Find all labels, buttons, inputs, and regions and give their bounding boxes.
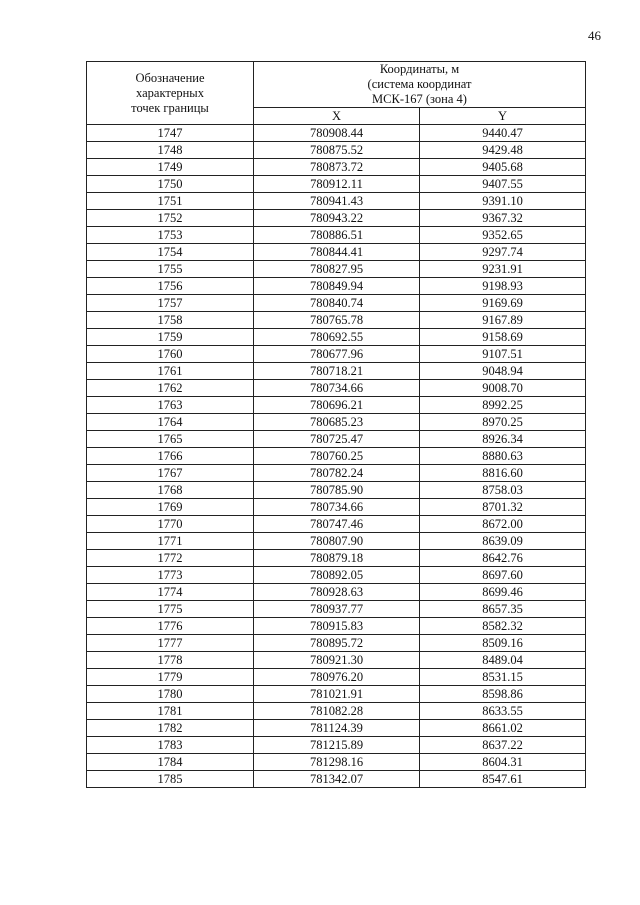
cell-point: 1782 xyxy=(87,720,254,737)
table-row xyxy=(87,142,586,159)
table-row xyxy=(87,448,586,465)
cell-x: 780725.47 xyxy=(254,431,420,448)
cell-y: 9167.89 xyxy=(420,312,586,329)
table-row xyxy=(87,669,586,686)
cell-point: 1752 xyxy=(87,210,254,227)
table-row xyxy=(87,312,586,329)
table-row xyxy=(87,261,586,278)
header-coordinates-group xyxy=(254,62,586,108)
table-row xyxy=(87,635,586,652)
cell-x: 780696.21 xyxy=(254,397,420,414)
table-row xyxy=(87,176,586,193)
table-row xyxy=(87,346,586,363)
cell-y: 8604.31 xyxy=(420,754,586,771)
cell-point: 1772 xyxy=(87,550,254,567)
cell-point: 1768 xyxy=(87,482,254,499)
header-point-line: характерных xyxy=(136,85,204,100)
cell-point: 1750 xyxy=(87,176,254,193)
table-row xyxy=(87,652,586,669)
cell-x: 780685.23 xyxy=(254,414,420,431)
header-y: Y xyxy=(420,108,586,125)
cell-x: 780677.96 xyxy=(254,346,420,363)
table-row xyxy=(87,244,586,261)
cell-x: 780760.25 xyxy=(254,448,420,465)
cell-x: 780807.90 xyxy=(254,533,420,550)
cell-x: 780785.90 xyxy=(254,482,420,499)
cell-point: 1762 xyxy=(87,380,254,397)
cell-point: 1756 xyxy=(87,278,254,295)
cell-y: 8633.55 xyxy=(420,703,586,720)
cell-x: 780915.83 xyxy=(254,618,420,635)
cell-x: 780912.11 xyxy=(254,176,420,193)
cell-x: 780892.05 xyxy=(254,567,420,584)
cell-y: 8639.09 xyxy=(420,533,586,550)
cell-point: 1764 xyxy=(87,414,254,431)
table-body xyxy=(87,125,586,788)
cell-x: 780908.44 xyxy=(254,125,420,142)
cell-y: 8509.16 xyxy=(420,635,586,652)
cell-x: 780943.22 xyxy=(254,210,420,227)
cell-y: 9429.48 xyxy=(420,142,586,159)
cell-point: 1779 xyxy=(87,669,254,686)
cell-y: 8699.46 xyxy=(420,584,586,601)
cell-y: 8547.61 xyxy=(420,771,586,788)
cell-point: 1780 xyxy=(87,686,254,703)
cell-x: 781298.16 xyxy=(254,754,420,771)
table-row xyxy=(87,516,586,533)
cell-point: 1747 xyxy=(87,125,254,142)
cell-x: 780873.72 xyxy=(254,159,420,176)
table-row xyxy=(87,193,586,210)
cell-point: 1769 xyxy=(87,499,254,516)
table-row xyxy=(87,431,586,448)
cell-y: 8992.25 xyxy=(420,397,586,414)
cell-y: 8880.63 xyxy=(420,448,586,465)
cell-point: 1765 xyxy=(87,431,254,448)
coordinates-table xyxy=(86,61,586,788)
cell-point: 1749 xyxy=(87,159,254,176)
cell-y: 9405.68 xyxy=(420,159,586,176)
cell-x: 780734.66 xyxy=(254,380,420,397)
header-point-line: точек границы xyxy=(131,100,209,115)
cell-x: 781342.07 xyxy=(254,771,420,788)
cell-y: 8672.00 xyxy=(420,516,586,533)
cell-x: 780782.24 xyxy=(254,465,420,482)
cell-point: 1763 xyxy=(87,397,254,414)
cell-x: 780928.63 xyxy=(254,584,420,601)
cell-point: 1751 xyxy=(87,193,254,210)
cell-point: 1758 xyxy=(87,312,254,329)
header-coords-line: МСК-167 (зона 4) xyxy=(372,92,467,106)
cell-x: 780879.18 xyxy=(254,550,420,567)
table-row xyxy=(87,686,586,703)
table-row xyxy=(87,397,586,414)
header-row-top xyxy=(87,62,586,108)
cell-point: 1766 xyxy=(87,448,254,465)
cell-x: 780849.94 xyxy=(254,278,420,295)
cell-y: 9367.32 xyxy=(420,210,586,227)
cell-y: 9297.74 xyxy=(420,244,586,261)
table-row xyxy=(87,720,586,737)
cell-point: 1748 xyxy=(87,142,254,159)
table-row xyxy=(87,499,586,516)
table-row xyxy=(87,210,586,227)
cell-y: 8489.04 xyxy=(420,652,586,669)
cell-x: 780937.77 xyxy=(254,601,420,618)
table-row xyxy=(87,363,586,380)
cell-y: 9107.51 xyxy=(420,346,586,363)
cell-y: 8926.34 xyxy=(420,431,586,448)
cell-x: 780886.51 xyxy=(254,227,420,244)
cell-y: 8970.25 xyxy=(420,414,586,431)
cell-y: 9440.47 xyxy=(420,125,586,142)
table-row xyxy=(87,414,586,431)
cell-x: 780941.43 xyxy=(254,193,420,210)
table-row xyxy=(87,550,586,567)
cell-x: 780765.78 xyxy=(254,312,420,329)
cell-y: 8642.76 xyxy=(420,550,586,567)
table-row xyxy=(87,754,586,771)
cell-y: 8637.22 xyxy=(420,737,586,754)
cell-point: 1785 xyxy=(87,771,254,788)
header-x: X xyxy=(254,108,420,125)
cell-x: 781082.28 xyxy=(254,703,420,720)
cell-point: 1775 xyxy=(87,601,254,618)
cell-y: 9048.94 xyxy=(420,363,586,380)
table-row xyxy=(87,567,586,584)
cell-point: 1755 xyxy=(87,261,254,278)
header-point-line: Обозначение xyxy=(135,70,205,85)
cell-y: 8657.35 xyxy=(420,601,586,618)
table-row xyxy=(87,159,586,176)
cell-x: 780692.55 xyxy=(254,329,420,346)
table-row xyxy=(87,380,586,397)
table-row xyxy=(87,584,586,601)
table-row xyxy=(87,125,586,142)
cell-y: 9158.69 xyxy=(420,329,586,346)
cell-x: 781215.89 xyxy=(254,737,420,754)
table-row xyxy=(87,601,586,618)
cell-x: 780921.30 xyxy=(254,652,420,669)
header-coords-line: (система координат xyxy=(367,77,472,91)
cell-x: 781124.39 xyxy=(254,720,420,737)
table-row xyxy=(87,295,586,312)
table-row xyxy=(87,465,586,482)
cell-y: 8598.86 xyxy=(420,686,586,703)
cell-point: 1774 xyxy=(87,584,254,601)
cell-y: 8816.60 xyxy=(420,465,586,482)
cell-point: 1784 xyxy=(87,754,254,771)
cell-x: 780718.21 xyxy=(254,363,420,380)
cell-y: 8701.32 xyxy=(420,499,586,516)
cell-y: 8697.60 xyxy=(420,567,586,584)
cell-x: 780734.66 xyxy=(254,499,420,516)
cell-x: 780827.95 xyxy=(254,261,420,278)
cell-y: 9198.93 xyxy=(420,278,586,295)
cell-y: 9352.65 xyxy=(420,227,586,244)
cell-y: 9391.10 xyxy=(420,193,586,210)
cell-point: 1754 xyxy=(87,244,254,261)
cell-y: 8531.15 xyxy=(420,669,586,686)
table-row xyxy=(87,329,586,346)
page-number: 46 xyxy=(588,28,601,43)
table-header xyxy=(87,62,586,125)
cell-point: 1760 xyxy=(87,346,254,363)
cell-point: 1777 xyxy=(87,635,254,652)
table-row xyxy=(87,618,586,635)
cell-y: 9231.91 xyxy=(420,261,586,278)
cell-point: 1767 xyxy=(87,465,254,482)
cell-y: 8661.02 xyxy=(420,720,586,737)
cell-point: 1773 xyxy=(87,567,254,584)
cell-x: 780875.52 xyxy=(254,142,420,159)
cell-point: 1783 xyxy=(87,737,254,754)
cell-y: 9407.55 xyxy=(420,176,586,193)
table-row xyxy=(87,771,586,788)
cell-x: 780895.72 xyxy=(254,635,420,652)
table-row xyxy=(87,482,586,499)
header-coords-line: Координаты, м xyxy=(379,62,460,76)
cell-point: 1761 xyxy=(87,363,254,380)
cell-x: 781021.91 xyxy=(254,686,420,703)
cell-y: 8582.32 xyxy=(420,618,586,635)
cell-point: 1759 xyxy=(87,329,254,346)
cell-point: 1753 xyxy=(87,227,254,244)
cell-y: 9008.70 xyxy=(420,380,586,397)
table-row xyxy=(87,533,586,550)
cell-x: 780976.20 xyxy=(254,669,420,686)
cell-x: 780747.46 xyxy=(254,516,420,533)
table-row xyxy=(87,737,586,754)
cell-y: 8758.03 xyxy=(420,482,586,499)
cell-point: 1771 xyxy=(87,533,254,550)
cell-point: 1778 xyxy=(87,652,254,669)
cell-point: 1757 xyxy=(87,295,254,312)
cell-point: 1781 xyxy=(87,703,254,720)
cell-y: 9169.69 xyxy=(420,295,586,312)
header-point-designation xyxy=(87,62,254,125)
cell-x: 780840.74 xyxy=(254,295,420,312)
table-row xyxy=(87,278,586,295)
cell-point: 1776 xyxy=(87,618,254,635)
table-row xyxy=(87,703,586,720)
cell-point: 1770 xyxy=(87,516,254,533)
cell-x: 780844.41 xyxy=(254,244,420,261)
table-row xyxy=(87,227,586,244)
